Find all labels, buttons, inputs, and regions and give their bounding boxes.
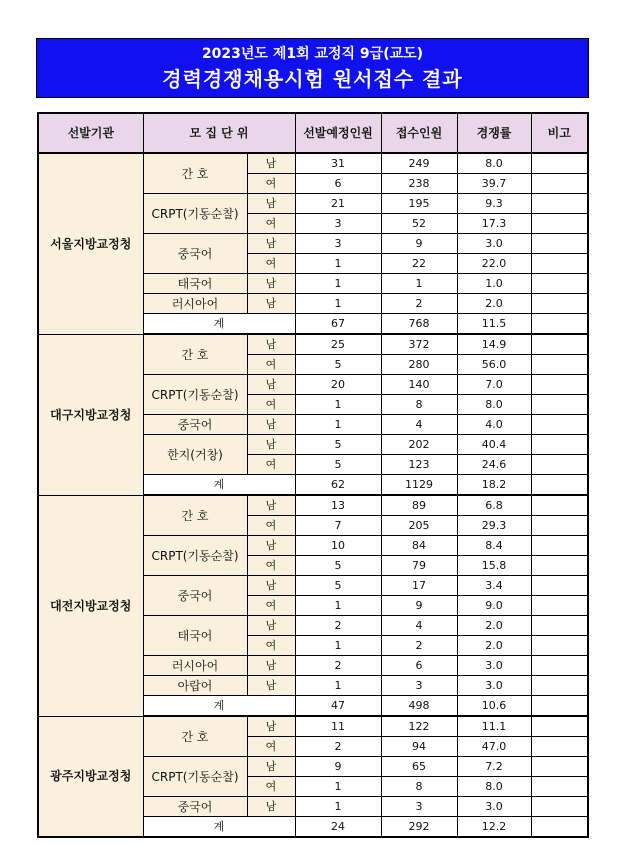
gender-cell: 남: [247, 676, 295, 696]
note-cell: [531, 475, 588, 496]
applied-cell: 123: [381, 455, 457, 475]
ratio-cell: 29.3: [457, 516, 531, 536]
gender-cell: 여: [247, 556, 295, 576]
table-row: [38, 716, 588, 737]
note-cell: [531, 696, 588, 717]
note-cell: [531, 616, 588, 636]
applied-cell: 238: [381, 174, 457, 194]
gender-cell: 여: [247, 777, 295, 797]
gender-cell: 여: [247, 355, 295, 375]
ratio-cell: 1.0: [457, 274, 531, 294]
ratio-cell: 8.0: [457, 153, 531, 174]
note-cell: [531, 797, 588, 817]
planned-cell: 1: [295, 395, 381, 415]
title-line1: 2023년도 제1회 교정직 9급(교도): [201, 46, 424, 62]
region-name: 서울지방교정청: [38, 153, 143, 334]
total-planned: 67: [295, 314, 381, 335]
ratio-cell: 3.0: [457, 797, 531, 817]
note-cell: [531, 495, 588, 516]
field-name: 간 호: [143, 716, 247, 757]
region-name: 대구지방교정청: [38, 334, 143, 495]
note-cell: [531, 817, 588, 838]
ratio-cell: 9.0: [457, 596, 531, 616]
field-name: 간 호: [143, 334, 247, 375]
gender-cell: 남: [247, 234, 295, 254]
planned-cell: 2: [295, 737, 381, 757]
ratio-cell: 24.6: [457, 455, 531, 475]
total-ratio: 10.6: [457, 696, 531, 717]
planned-cell: 1: [295, 274, 381, 294]
note-cell: [531, 435, 588, 455]
field-name: 러시아어: [143, 294, 247, 314]
applied-cell: 1: [381, 274, 457, 294]
ratio-cell: 8.0: [457, 395, 531, 415]
applied-cell: 202: [381, 435, 457, 455]
planned-cell: 2: [295, 656, 381, 676]
note-cell: [531, 395, 588, 415]
note-cell: [531, 314, 588, 335]
gender-cell: 여: [247, 737, 295, 757]
total-label: 계: [143, 475, 295, 496]
gender-cell: 여: [247, 596, 295, 616]
applied-cell: 65: [381, 757, 457, 777]
applied-cell: 195: [381, 194, 457, 214]
note-cell: [531, 516, 588, 536]
note-cell: [531, 254, 588, 274]
ratio-cell: 7.0: [457, 375, 531, 395]
planned-cell: 2: [295, 616, 381, 636]
field-name: 러시아어: [143, 656, 247, 676]
planned-cell: 5: [295, 435, 381, 455]
field-name: 간 호: [143, 495, 247, 536]
planned-cell: 9: [295, 757, 381, 777]
planned-cell: 5: [295, 355, 381, 375]
ratio-cell: 14.9: [457, 334, 531, 355]
note-cell: [531, 576, 588, 596]
ratio-cell: 7.2: [457, 757, 531, 777]
planned-cell: 21: [295, 194, 381, 214]
header-row: [38, 113, 588, 153]
ratio-cell: 2.0: [457, 294, 531, 314]
ratio-cell: 17.3: [457, 214, 531, 234]
ratio-cell: 8.4: [457, 536, 531, 556]
total-ratio: 12.2: [457, 817, 531, 838]
ratio-cell: 8.0: [457, 777, 531, 797]
total-ratio: 11.5: [457, 314, 531, 335]
header-unit: 모 집 단 위: [143, 113, 295, 153]
table-body: [38, 153, 588, 837]
field-name: 중국어: [143, 576, 247, 616]
total-applied: 498: [381, 696, 457, 717]
planned-cell: 20: [295, 375, 381, 395]
note-cell: [531, 294, 588, 314]
applied-cell: 205: [381, 516, 457, 536]
ratio-cell: 22.0: [457, 254, 531, 274]
total-planned: 62: [295, 475, 381, 496]
note-cell: [531, 274, 588, 294]
header-note: 비고: [531, 113, 588, 153]
ratio-cell: 4.0: [457, 415, 531, 435]
planned-cell: 3: [295, 234, 381, 254]
note-cell: [531, 214, 588, 234]
ratio-cell: 3.0: [457, 656, 531, 676]
gender-cell: 남: [247, 716, 295, 737]
ratio-cell: 47.0: [457, 737, 531, 757]
planned-cell: 1: [295, 294, 381, 314]
applied-cell: 17: [381, 576, 457, 596]
table-row: [38, 153, 588, 174]
gender-cell: 여: [247, 455, 295, 475]
planned-cell: 13: [295, 495, 381, 516]
ratio-cell: 39.7: [457, 174, 531, 194]
field-name: CRPT(기동순찰): [143, 757, 247, 797]
planned-cell: 6: [295, 174, 381, 194]
gender-cell: 남: [247, 294, 295, 314]
total-applied: 1129: [381, 475, 457, 496]
field-name: 한지(거창): [143, 435, 247, 475]
planned-cell: 3: [295, 214, 381, 234]
applied-cell: 6: [381, 656, 457, 676]
region-name: 광주지방교정청: [38, 716, 143, 837]
ratio-cell: 6.8: [457, 495, 531, 516]
gender-cell: 남: [247, 334, 295, 355]
field-name: 아랍어: [143, 676, 247, 696]
note-cell: [531, 355, 588, 375]
gender-cell: 남: [247, 616, 295, 636]
gender-cell: 여: [247, 395, 295, 415]
title-line2: 경력경쟁채용시험 원서접수 결과: [162, 67, 463, 91]
gender-cell: 남: [247, 415, 295, 435]
applied-cell: 140: [381, 375, 457, 395]
total-label: 계: [143, 817, 295, 838]
total-applied: 292: [381, 817, 457, 838]
total-label: 계: [143, 696, 295, 717]
gender-cell: 남: [247, 576, 295, 596]
gender-cell: 여: [247, 174, 295, 194]
gender-cell: 남: [247, 375, 295, 395]
applied-cell: 2: [381, 636, 457, 656]
note-cell: [531, 737, 588, 757]
gender-cell: 남: [247, 536, 295, 556]
total-label: 계: [143, 314, 295, 335]
gender-cell: 남: [247, 274, 295, 294]
ratio-cell: 40.4: [457, 435, 531, 455]
applied-cell: 84: [381, 536, 457, 556]
applied-cell: 4: [381, 616, 457, 636]
header-ratio: 경쟁률: [457, 113, 531, 153]
note-cell: [531, 716, 588, 737]
applied-cell: 89: [381, 495, 457, 516]
note-cell: [531, 174, 588, 194]
results-table: [37, 112, 589, 838]
applied-cell: 2: [381, 294, 457, 314]
planned-cell: 1: [295, 636, 381, 656]
ratio-cell: 15.8: [457, 556, 531, 576]
field-name: 태국어: [143, 274, 247, 294]
title-banner: [36, 38, 589, 98]
planned-cell: 10: [295, 536, 381, 556]
note-cell: [531, 455, 588, 475]
gender-cell: 남: [247, 495, 295, 516]
total-applied: 768: [381, 314, 457, 335]
applied-cell: 94: [381, 737, 457, 757]
table-row: [38, 495, 588, 516]
note-cell: [531, 757, 588, 777]
planned-cell: 25: [295, 334, 381, 355]
header-planned: 선발예정인원: [295, 113, 381, 153]
header-org: 선발기관: [38, 113, 143, 153]
ratio-cell: 3.4: [457, 576, 531, 596]
gender-cell: 남: [247, 757, 295, 777]
ratio-cell: 3.0: [457, 676, 531, 696]
gender-cell: 여: [247, 516, 295, 536]
note-cell: [531, 636, 588, 656]
planned-cell: 1: [295, 777, 381, 797]
planned-cell: 1: [295, 596, 381, 616]
ratio-cell: 3.0: [457, 234, 531, 254]
planned-cell: 1: [295, 676, 381, 696]
note-cell: [531, 656, 588, 676]
planned-cell: 1: [295, 254, 381, 274]
ratio-cell: 2.0: [457, 616, 531, 636]
field-name: 중국어: [143, 415, 247, 435]
applied-cell: 79: [381, 556, 457, 576]
applied-cell: 8: [381, 395, 457, 415]
field-name: CRPT(기동순찰): [143, 536, 247, 576]
note-cell: [531, 556, 588, 576]
planned-cell: 31: [295, 153, 381, 174]
planned-cell: 5: [295, 556, 381, 576]
planned-cell: 7: [295, 516, 381, 536]
header-applied: 접수인원: [381, 113, 457, 153]
applied-cell: 52: [381, 214, 457, 234]
field-name: 중국어: [143, 797, 247, 817]
note-cell: [531, 194, 588, 214]
planned-cell: 5: [295, 576, 381, 596]
planned-cell: 1: [295, 415, 381, 435]
gender-cell: 여: [247, 214, 295, 234]
gender-cell: 여: [247, 636, 295, 656]
applied-cell: 22: [381, 254, 457, 274]
gender-cell: 남: [247, 656, 295, 676]
planned-cell: 5: [295, 455, 381, 475]
note-cell: [531, 777, 588, 797]
total-planned: 24: [295, 817, 381, 838]
note-cell: [531, 596, 588, 616]
total-ratio: 18.2: [457, 475, 531, 496]
note-cell: [531, 676, 588, 696]
note-cell: [531, 334, 588, 355]
applied-cell: 280: [381, 355, 457, 375]
note-cell: [531, 536, 588, 556]
applied-cell: 4: [381, 415, 457, 435]
ratio-cell: 11.1: [457, 716, 531, 737]
total-planned: 47: [295, 696, 381, 717]
table-row: [38, 334, 588, 355]
applied-cell: 372: [381, 334, 457, 355]
applied-cell: 122: [381, 716, 457, 737]
ratio-cell: 56.0: [457, 355, 531, 375]
gender-cell: 남: [247, 153, 295, 174]
field-name: 태국어: [143, 616, 247, 656]
region-name: 대전지방교정청: [38, 495, 143, 716]
field-name: 간 호: [143, 153, 247, 194]
note-cell: [531, 234, 588, 254]
gender-cell: 남: [247, 435, 295, 455]
note-cell: [531, 415, 588, 435]
note-cell: [531, 153, 588, 174]
gender-cell: 여: [247, 254, 295, 274]
ratio-cell: 9.3: [457, 194, 531, 214]
gender-cell: 남: [247, 797, 295, 817]
planned-cell: 11: [295, 716, 381, 737]
applied-cell: 3: [381, 797, 457, 817]
applied-cell: 249: [381, 153, 457, 174]
applied-cell: 8: [381, 777, 457, 797]
applied-cell: 9: [381, 234, 457, 254]
field-name: CRPT(기동순찰): [143, 194, 247, 234]
field-name: CRPT(기동순찰): [143, 375, 247, 415]
field-name: 중국어: [143, 234, 247, 274]
applied-cell: 3: [381, 676, 457, 696]
gender-cell: 남: [247, 194, 295, 214]
applied-cell: 9: [381, 596, 457, 616]
ratio-cell: 2.0: [457, 636, 531, 656]
note-cell: [531, 375, 588, 395]
planned-cell: 1: [295, 797, 381, 817]
